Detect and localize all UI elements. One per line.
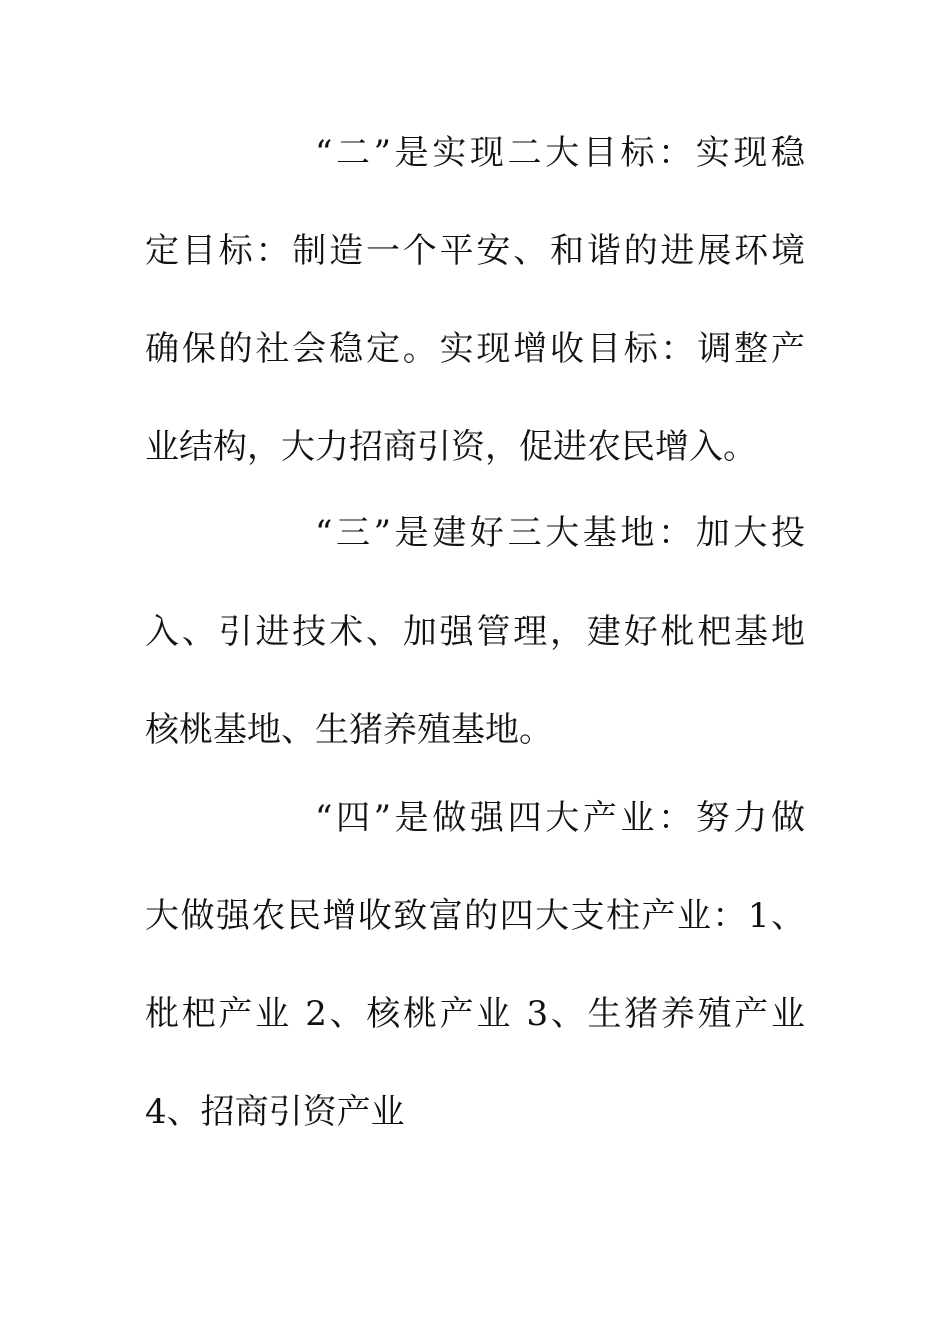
paragraph-2-line-4: 业结构，大力招商引资，促进农民增入。 [145, 427, 757, 467]
paragraph-3-line-1: “三”是建好三大基地：加大投 [315, 513, 805, 553]
paragraph-4-line-3: 枇杷产业 2、核桃产业 3、生猪养殖产业 [145, 994, 805, 1034]
paragraph-4-line-2: 大做强农民增收致富的四大支柱产业：1、 [145, 896, 805, 936]
paragraph-2-line-3: 确保的社会稳定。实现增收目标：调整产 [145, 329, 805, 369]
paragraph-3-line-3: 核桃基地、生猪养殖基地。 [145, 710, 553, 750]
paragraph-4-line-1: “四”是做强四大产业：努力做 [315, 798, 805, 838]
paragraph-3-line-2: 入、引进技术、加强管理，建好枇杷基地 [145, 612, 805, 652]
paragraph-2-line-2: 定目标：制造一个平安、和谐的进展环境 [145, 231, 805, 271]
paragraph-4-line-4: 4、招商引资产业 [145, 1092, 405, 1132]
paragraph-2-line-1: “二”是实现二大目标：实现稳 [315, 133, 805, 173]
